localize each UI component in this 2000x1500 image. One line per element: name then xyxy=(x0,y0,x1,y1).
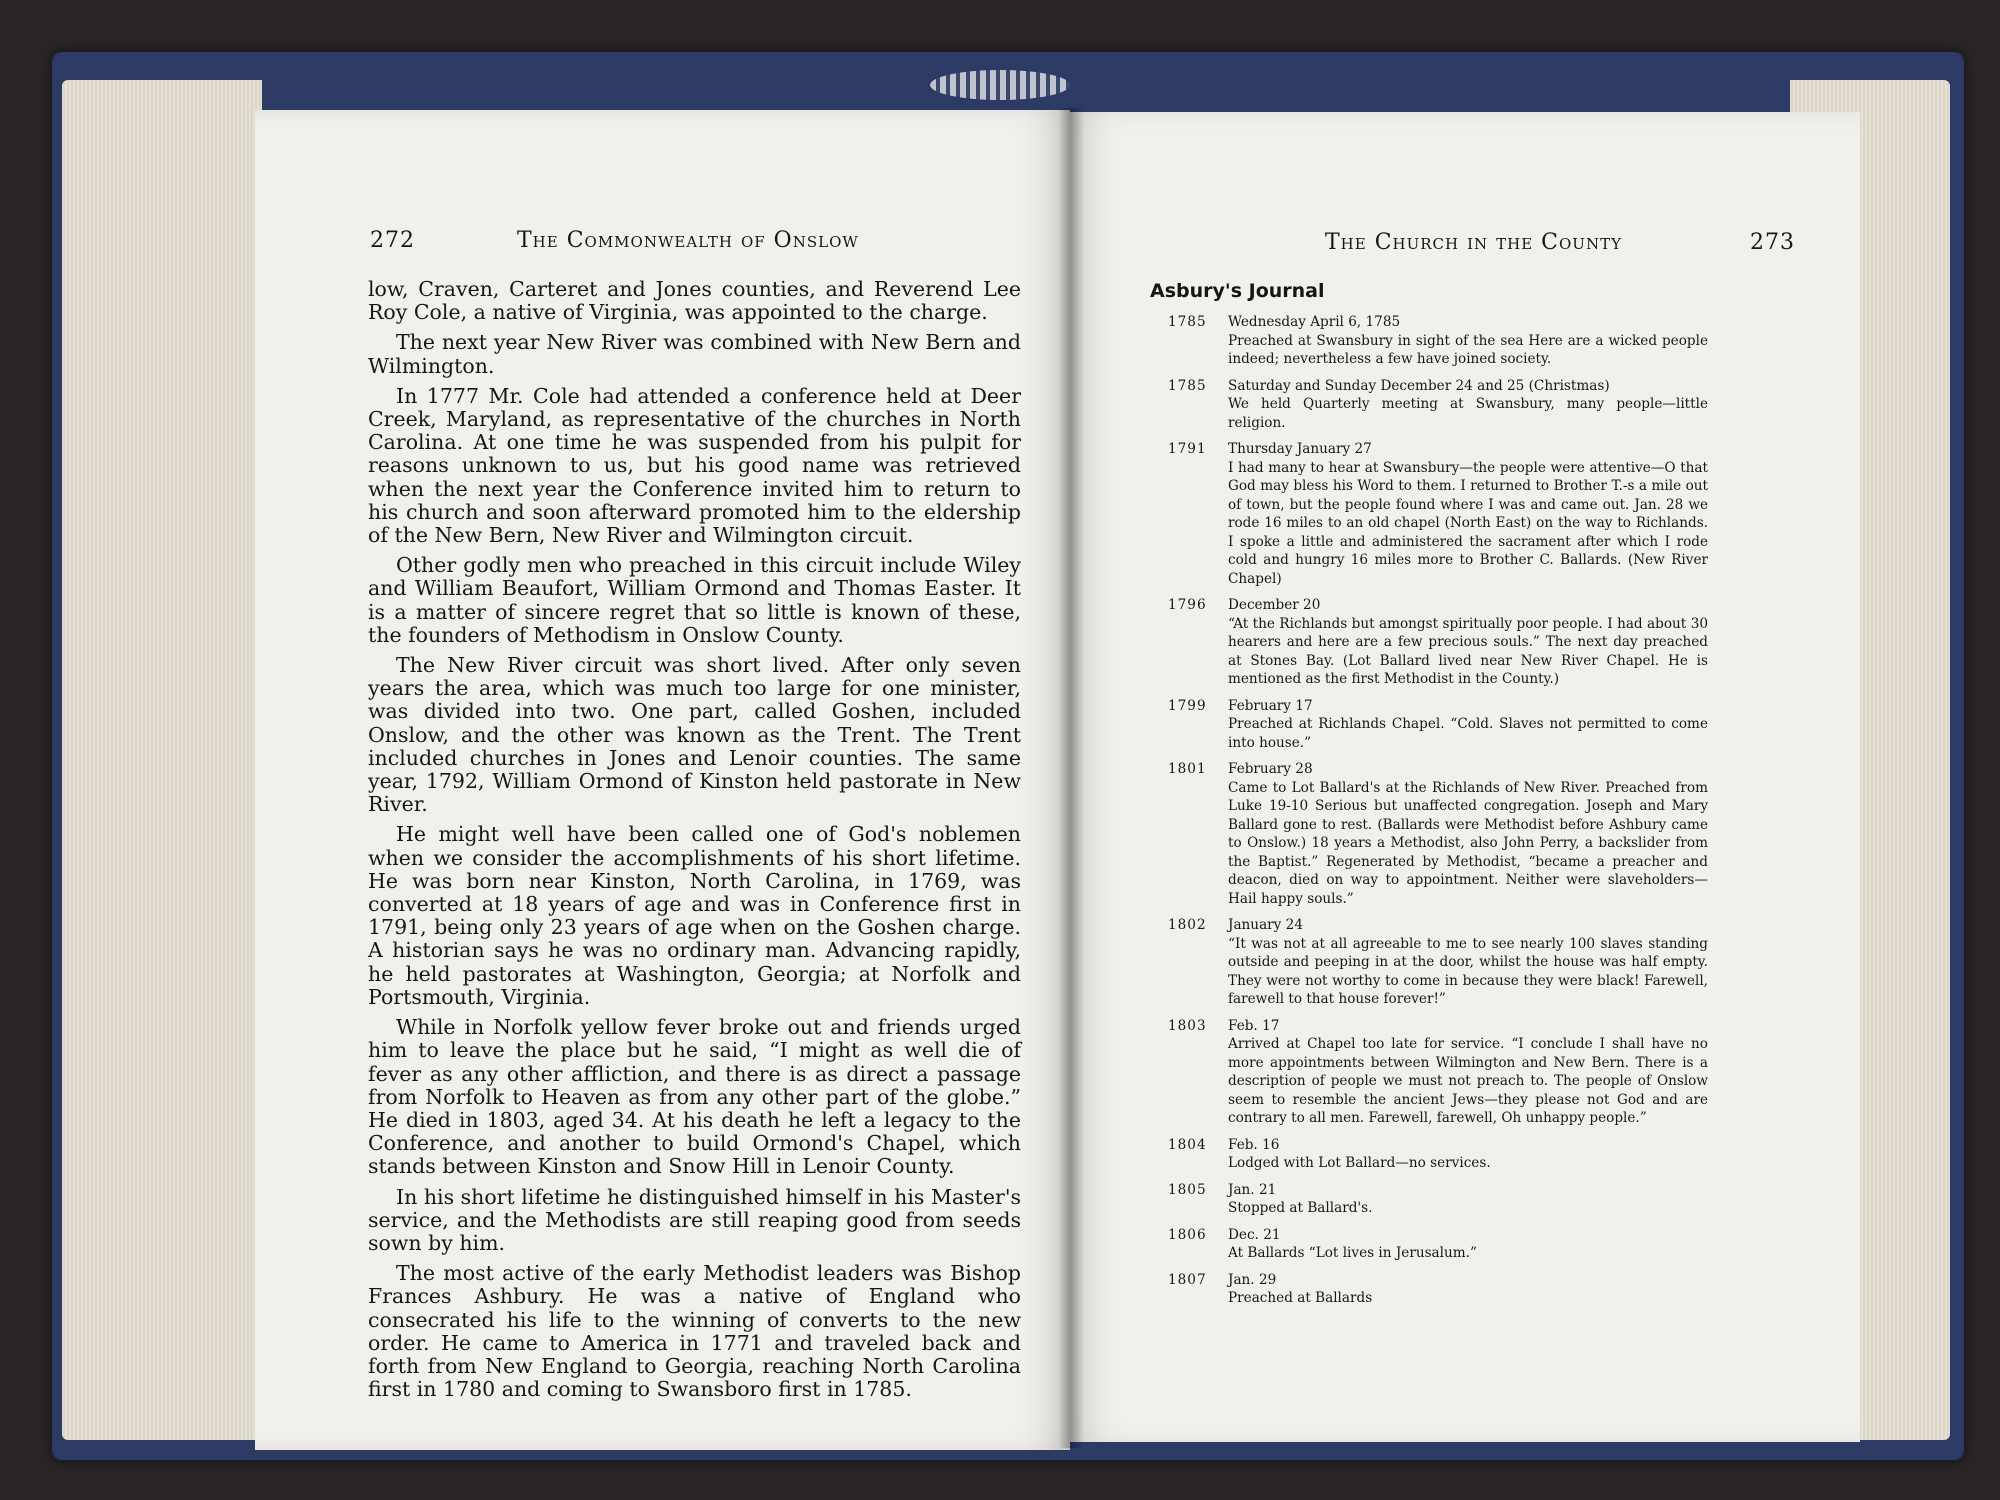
entry-date: Feb. 16 xyxy=(1228,1136,1280,1153)
paragraph: The next year New River was combined with New Bern and Wilmington. xyxy=(368,330,1021,378)
entry-year: 1785 xyxy=(1168,314,1207,330)
entry-text: I had many to hear at Swansbury—the people were attentive—O that God may bless his Word to them. I returned to Brother T.-s a mile out of town, but the people found where I was and came out. Jan. 28 we rode 16 miles to an old chapel (North East) on the way to Richlands. I spoke a little and administered the sacrament after which I rode cold and hungry 16 miles more to Brother C. Ballards. (New River Chapel) xyxy=(1228,459,1708,587)
paragraph: While in Norfolk yellow fever broke out and friends urged him to leave the place but he said, “I might as well die of fever as any other affliction, and there is as direct a passage from Norfolk to Heaven as from any other part of the globe.” He died in 1803, aged 34. At his death he left a legacy to the Conference, and another to build Ormond's Chapel, which stands between Kinston and Snow Hill in Lenoir County. xyxy=(368,1015,1021,1179)
book-headband xyxy=(930,70,1070,100)
entry-date: February 17 xyxy=(1228,697,1313,714)
right-page-number: 273 xyxy=(1750,230,1795,255)
journal-section-title: Asbury's Journal xyxy=(1150,280,1325,302)
paragraph: He might well have been called one of God's noblemen when we consider the accomplishments of his short lifetime. He was born near Kinston, North Carolina, in 1769, was converted at 18 years of age and was in Conference first in 1791, being only 23 years of age when on the Goshen charge. A historian says he was no ordinary man. Advancing rapidly, he held pastorates at Washington, Georgia; at Norfolk and Portsmouth, Virginia. xyxy=(368,822,1021,1009)
entry-year: 1805 xyxy=(1168,1181,1207,1198)
left-body-text xyxy=(368,278,1021,1408)
journal-entry xyxy=(1168,697,1708,753)
entry-date: Jan. 21 xyxy=(1228,1181,1277,1198)
journal-entry xyxy=(1168,313,1708,369)
entry-year: 1807 xyxy=(1168,1271,1207,1288)
entry-date: Saturday and Sunday December 24 and 25 (Christmas) xyxy=(1228,377,1610,394)
entry-text: Preached at Swansbury in sight of the sea Here are a wicked people indeed; nevertheless a few have joined society. xyxy=(1228,332,1708,367)
right-page xyxy=(1070,112,1860,1442)
entry-date: December 20 xyxy=(1228,597,1321,613)
entry-year: 1806 xyxy=(1168,1226,1207,1243)
left-page-number: 272 xyxy=(370,228,415,253)
entry-year: 1801 xyxy=(1168,761,1207,777)
book-gutter xyxy=(1058,108,1084,1448)
entry-year: 1785 xyxy=(1168,377,1207,394)
entry-text: “At the Richlands but amongst spiritually poor people. I had about 30 hearers and here are a few precious souls.” The next day preached at Stones Bay. (Lot Ballard lived near New River Chapel. He is mentioned as the first Methodist in the County.) xyxy=(1228,615,1708,687)
entry-year: 1803 xyxy=(1168,1017,1207,1034)
entry-text: Stopped at Ballard's. xyxy=(1228,1200,1373,1216)
paragraph: The New River circuit was short lived. After only seven years the area, which was much too large for one minister, was divided into two. One part, called Goshen, included Onslow, and the other was known as the Trent. The Trent included churches in Jones and Lenoir counties. The same year, 1792, William Ormond of Kinston held pastorate in New River. xyxy=(368,653,1021,817)
journal-entry xyxy=(1168,1226,1708,1263)
entry-date: February 28 xyxy=(1228,761,1313,777)
entry-date: January 24 xyxy=(1228,917,1303,933)
entry-text: At Ballards “Lot lives in Jerusalum.” xyxy=(1228,1245,1477,1261)
entry-year: 1802 xyxy=(1168,917,1207,933)
left-running-title: The Commonwealth of Onslow xyxy=(517,228,859,253)
entry-text: Arrived at Chapel too late for service. “I conclude I shall have no more appointments between Wilmington and New Bern. There is a description of people we must not preach to. The people of Onslow seem to resemble the ancient Jews—they please not God and are contrary to all men. Farewell, farewell, Oh unhappy people.” xyxy=(1228,1036,1708,1126)
paragraph: Other godly men who preached in this circuit include Wiley and William Beaufort, William Ormond and Thomas Easter. It is a matter of sincere regret that so little is known of these, the founders of Methodism in Onslow County. xyxy=(368,553,1021,647)
entry-year: 1804 xyxy=(1168,1136,1207,1153)
entry-date: Wednesday April 6, 1785 xyxy=(1228,314,1401,330)
right-running-title: The Church in the County xyxy=(1325,230,1622,255)
entry-date: Thursday January 27 xyxy=(1228,441,1372,457)
entry-date: Feb. 17 xyxy=(1228,1017,1280,1034)
journal-entry xyxy=(1168,1271,1708,1308)
journal-entry xyxy=(1168,377,1708,433)
entry-text: Preached at Ballards xyxy=(1228,1290,1373,1306)
entry-text: Preached at Richlands Chapel. “Cold. Slaves not permitted to come into house.” xyxy=(1228,716,1708,751)
paragraph: In 1777 Mr. Cole had attended a conference held at Deer Creek, Maryland, as representative of the churches in North Carolina. At one time he was suspended from his pulpit for reasons unknown to us, but his good name was retrieved when the next year the Conference invited him to return to his church and soon afterward promoted him to the eldership of the New Bern, New River and Wilmington circuit. xyxy=(368,383,1021,548)
journal-entry xyxy=(1168,1017,1708,1128)
entry-date: Jan. 29 xyxy=(1228,1271,1277,1288)
entry-year: 1796 xyxy=(1168,597,1207,613)
entry-date: Dec. 21 xyxy=(1228,1226,1281,1243)
entry-year: 1791 xyxy=(1168,441,1207,457)
journal-entry xyxy=(1168,760,1708,908)
journal-entry xyxy=(1168,1181,1708,1218)
entry-text: “It was not at all agreeable to me to see nearly 100 slaves standing outside and peeping in at the door, whilst the house was half empty. They were not worthy to come in because they were black! Farewell, farewell to that house forever!” xyxy=(1228,935,1708,1007)
entry-text: Lodged with Lot Ballard—no services. xyxy=(1228,1155,1491,1171)
page-edges-left xyxy=(62,80,262,1440)
journal-entry xyxy=(1168,916,1708,1009)
paragraph: In his short lifetime he distinguished himself in his Master's service, and the Methodists are still reaping good from seeds sown by him. xyxy=(368,1184,1022,1255)
journal-entries xyxy=(1168,313,1708,1316)
left-page xyxy=(255,110,1070,1450)
journal-entry xyxy=(1168,596,1708,689)
entry-year: 1799 xyxy=(1168,697,1207,714)
entry-text: Came to Lot Ballard's at the Richlands of New River. Preached from Luke 19-10 Serious but unaffected congregation. Joseph and Mary Ballard gone to rest. (Ballards were Methodist before Ashbury came to Onslow.) 18 years a Methodist, also John Perry, a backslider from the Baptist.” Regenerated by Methodist, “became a preacher and deacon, died on way to appointment. Neither were slaveholders—Hail happy souls.” xyxy=(1228,779,1708,907)
paragraph: low, Craven, Carteret and Jones counties, and Reverend Lee Roy Cole, a native of Virginia, was appointed to the charge. xyxy=(368,277,1021,325)
journal-entry xyxy=(1168,440,1708,588)
entry-text: We held Quarterly meeting at Swansbury, many people—little religion. xyxy=(1228,396,1708,431)
paragraph: The most active of the early Methodist leaders was Bishop Frances Ashbury. He was a native of England who consecrated his life to the winning of converts to the new order. He came to America in 1771 and traveled back and forth from New England to Georgia, reaching North Carolina first in 1780 and coming to Swansboro first in 1785. xyxy=(368,1261,1021,1402)
journal-entry xyxy=(1168,1136,1708,1173)
